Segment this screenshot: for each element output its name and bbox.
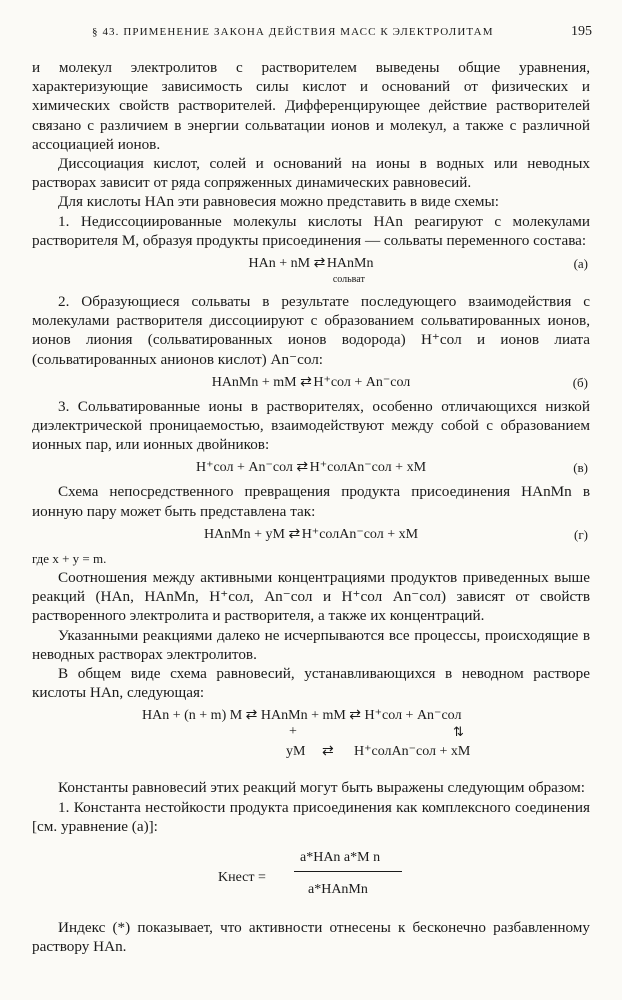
eq-g-label: (г) bbox=[574, 526, 588, 542]
scheme-row-2-left: yM bbox=[286, 744, 306, 760]
paragraph: Индекс (*) показывает, что активности отнесены к бесконечно разбавленному раствору HAn. bbox=[32, 919, 590, 956]
paragraph: Соотношения между активными концентрациями продуктов приведенных выше реакций (HAn, HAnMn, H⁺сол, An⁻сол и H⁺сол An⁻сол) зависят от свойств растворенного электролита и растворителя, а также их концентраций. bbox=[32, 569, 590, 625]
formula-denominator: a*HAnMn bbox=[308, 882, 368, 898]
equation-v bbox=[32, 454, 590, 482]
instability-constant-formula bbox=[32, 836, 590, 918]
eq-a-label: (а) bbox=[573, 256, 588, 272]
page-number: 195 bbox=[571, 24, 592, 39]
eq-b-right: H⁺сол + An⁻сол bbox=[313, 374, 411, 390]
eq-b-left: HAnMn + mM bbox=[211, 374, 297, 390]
equilibrium-arrow-icon: ⇄ bbox=[313, 256, 324, 272]
fraction-bar bbox=[294, 871, 402, 872]
paragraph: 1. Константа нестойкости продукта присоединения как комплексного соединения [см. уравнение (а)]: bbox=[32, 798, 590, 835]
paragraph: Константы равновесий этих реакций могут быть выражены следующим образом: bbox=[58, 779, 585, 797]
paragraph: 3. Сольватированные ионы в растворителях, особенно отличающихся низкой диэлектрической проницаемостью, взаимодействуют между собой с образованием ионных пар, или ионных двойников: bbox=[32, 397, 590, 454]
header-title: § 43. ПРИМЕНЕНИЕ ЗАКОНА ДЕЙСТВИЯ МАСС К ЭЛЕКТРОЛИТАМ bbox=[92, 26, 494, 38]
equilibrium-scheme bbox=[32, 702, 590, 778]
scheme-plus: + bbox=[289, 724, 297, 740]
equilibrium-arrow-icon: ⇄ bbox=[300, 374, 310, 390]
equilibrium-arrow-icon: ⇄ bbox=[322, 744, 334, 760]
equation-g bbox=[32, 521, 590, 549]
formula-numerator: a*HAn a*M n bbox=[300, 850, 381, 866]
eq-g-left: HAnMn + yM bbox=[203, 526, 285, 542]
paragraph: Указанными реакциями далеко не исчерпываются все процессы, происходящие в неводных растворах электролитов. bbox=[32, 626, 590, 663]
paragraph: где x + y = m. bbox=[32, 550, 107, 566]
paragraph: В общем виде схема равновесий, устанавливающихся в неводном растворе кислоты HAn, следующая: bbox=[32, 665, 590, 702]
running-header bbox=[92, 24, 592, 44]
eq-a-left: HAn + nM bbox=[248, 256, 311, 272]
equation-a bbox=[32, 250, 590, 292]
paragraph: Схема непосредственного превращения продукта присоединения HAnMn в ионную пару может быть представлена так: bbox=[32, 483, 590, 520]
eq-a-right: HAnMn bbox=[326, 256, 374, 272]
page-body bbox=[32, 58, 590, 957]
paragraph: Диссоциация кислот, солей и оснований на ионы в водных или неводных растворах зависит от ряда сопряженных динамических равновесий. bbox=[32, 155, 590, 192]
equilibrium-arrow-icon: ⇄ bbox=[288, 526, 299, 542]
equation-b bbox=[32, 369, 590, 397]
eq-v-left: H⁺сол + An⁻сол bbox=[195, 460, 293, 476]
eq-a-right-wrap bbox=[326, 254, 374, 286]
paragraph: 2. Образующиеся сольваты в результате последующего взаимодействия с молекулами растворителя диссоциируют с образованием сольватированных ионов, ионов лиония (сольватированных ионов водорода) H⁺сол и ионов лиата (сольватированных анионов кислот) An⁻сол: bbox=[32, 293, 590, 368]
eq-a-under: сольват bbox=[332, 274, 365, 286]
eq-b-label: (б) bbox=[572, 374, 588, 390]
formula-lhs: Kнест = bbox=[218, 870, 266, 886]
paragraph: 1. Недиссоциированные молекулы кислоты HAn реагируют с молекулами растворителя M, образуя продукты присоединения — сольваты переменного состава: bbox=[32, 212, 590, 249]
eq-v-right: H⁺солAn⁻сол + xM bbox=[309, 460, 427, 476]
paragraph: Для кислоты HAn эти равновесия можно представить в виде схемы: bbox=[58, 193, 499, 211]
scheme-row-2-right: H⁺солAn⁻сол + xM bbox=[354, 744, 471, 760]
vertical-equilibrium-arrow-icon: ⇅ bbox=[453, 724, 464, 740]
equilibrium-arrow-icon: ⇄ bbox=[296, 460, 307, 476]
paragraph: и молекул электролитов с растворителем выведены общие уравнения, характеризующие зависимость силы кислот и оснований от физических и химических свойств растворителей. Дифференцирующее действие растворителей связано с различием в энергии сольватации ионов и молекул, а также с различной ассоциацией ионов. bbox=[32, 59, 590, 153]
scheme-row-1: HAn + (n + m) M ⇄ HAnMn + mM ⇄ H⁺сол + An⁻сол bbox=[142, 708, 462, 724]
eq-v-label: (в) bbox=[573, 460, 588, 476]
eq-g-right: H⁺солAn⁻сол + xM bbox=[301, 526, 419, 542]
